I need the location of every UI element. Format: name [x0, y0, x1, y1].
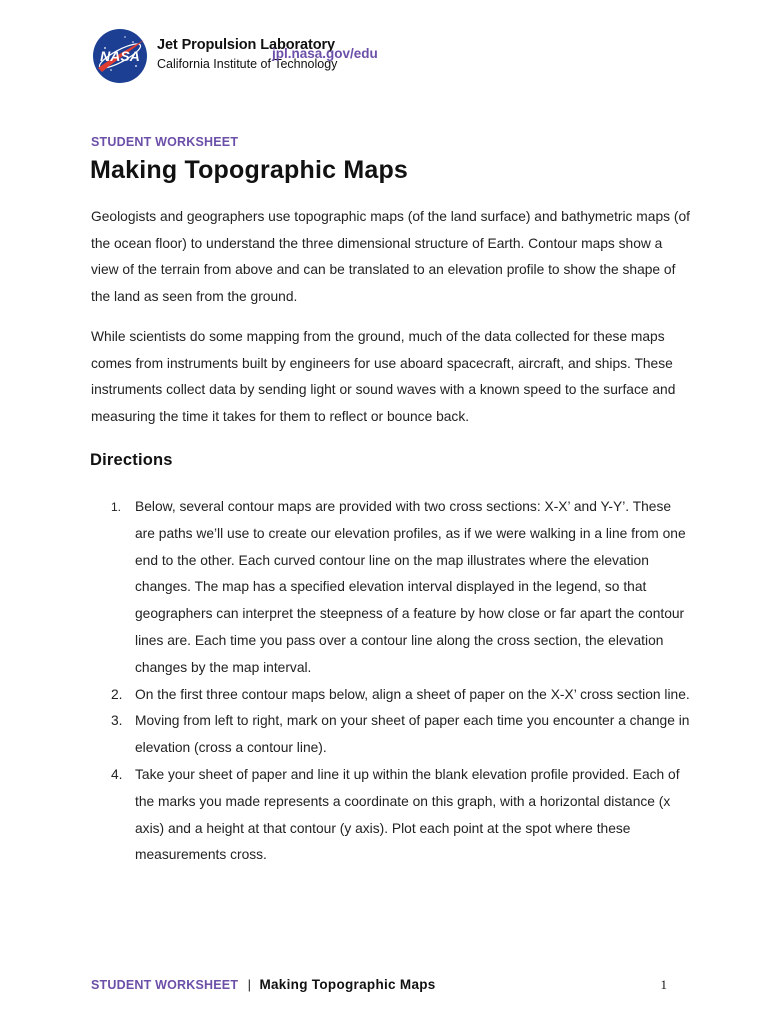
- jpl-edu-link[interactable]: jpl.nasa.gov/edu: [272, 46, 378, 61]
- institute-name: California Institute of Technology: [157, 57, 338, 71]
- worksheet-kicker: STUDENT WORKSHEET: [91, 135, 239, 149]
- instruments-paragraph: While scientists do some mapping from the ground, much of the data collected for these maps comes from instruments built by engineers for use aboard spacecraft, aircraft, and ships. These instruments collect data by sending light or sound waves with a known speed to the surface and measuring the time it takes for them to reflect or bounce back.: [91, 329, 676, 424]
- step-number: 1.: [111, 500, 122, 514]
- directions-heading: Directions: [90, 451, 173, 469]
- lab-name: Jet Propulsion Laboratory: [157, 37, 335, 53]
- step-text: Take your sheet of paper and line it up within the blank elevation profile provided. Each of the marks you made represents a coordinate on this graph, with a horizontal distance (x axis) and a height at that contour (y axis). Plot each point at the spot where these measurements cross.: [135, 766, 680, 863]
- step-number: 2.: [111, 686, 123, 702]
- footer-title: Making Topographic Maps: [259, 977, 436, 992]
- jpl-header: [92, 26, 392, 88]
- direction-step: [91, 494, 691, 682]
- direction-step: [91, 762, 691, 869]
- direction-step: [91, 682, 691, 709]
- directions-list: [91, 494, 691, 869]
- footer-label: STUDENT WORKSHEET: [91, 978, 239, 992]
- step-number: 4.: [111, 766, 123, 782]
- intro-paragraph: Geologists and geographers use topographic maps (of the land surface) and bathymetric maps (of the ocean floor) to understand the three dimensional structure of Earth. Contour maps show a view of the terrain from above and can be translated to an elevation profile to show the shape of the land as seen from the ground.: [91, 209, 690, 304]
- page-number: 1: [660, 977, 667, 992]
- footer-separator: |: [247, 977, 251, 992]
- page-footer: [91, 976, 667, 998]
- step-text: Below, several contour maps are provided with two cross sections: X-X’ and Y-Y’. These are paths we’ll use to create our elevation profiles, as if we were walking in a line from one end to the other. Each curved contour line on the map illustrates where the elevation changes. The map has a specified elevation interval displayed in the legend, so that geographers can interpret the steepness of a feature by how close or far apart the contour lines are. Each time you pass over a contour line along the cross section, the elevation changes by the map interval.: [135, 499, 686, 675]
- step-number: 3.: [111, 713, 123, 729]
- direction-step: [91, 708, 691, 762]
- page-title: Making Topographic Maps: [90, 156, 409, 184]
- nasa-logo-icon: [92, 28, 148, 84]
- step-text: On the first three contour maps below, align a sheet of paper on the X-X’ cross section line.: [135, 686, 690, 702]
- nasa-logo-text: NASA: [100, 48, 140, 64]
- step-text: Moving from left to right, mark on your sheet of paper each time you encounter a change in elevation (cross a contour line).: [135, 713, 690, 756]
